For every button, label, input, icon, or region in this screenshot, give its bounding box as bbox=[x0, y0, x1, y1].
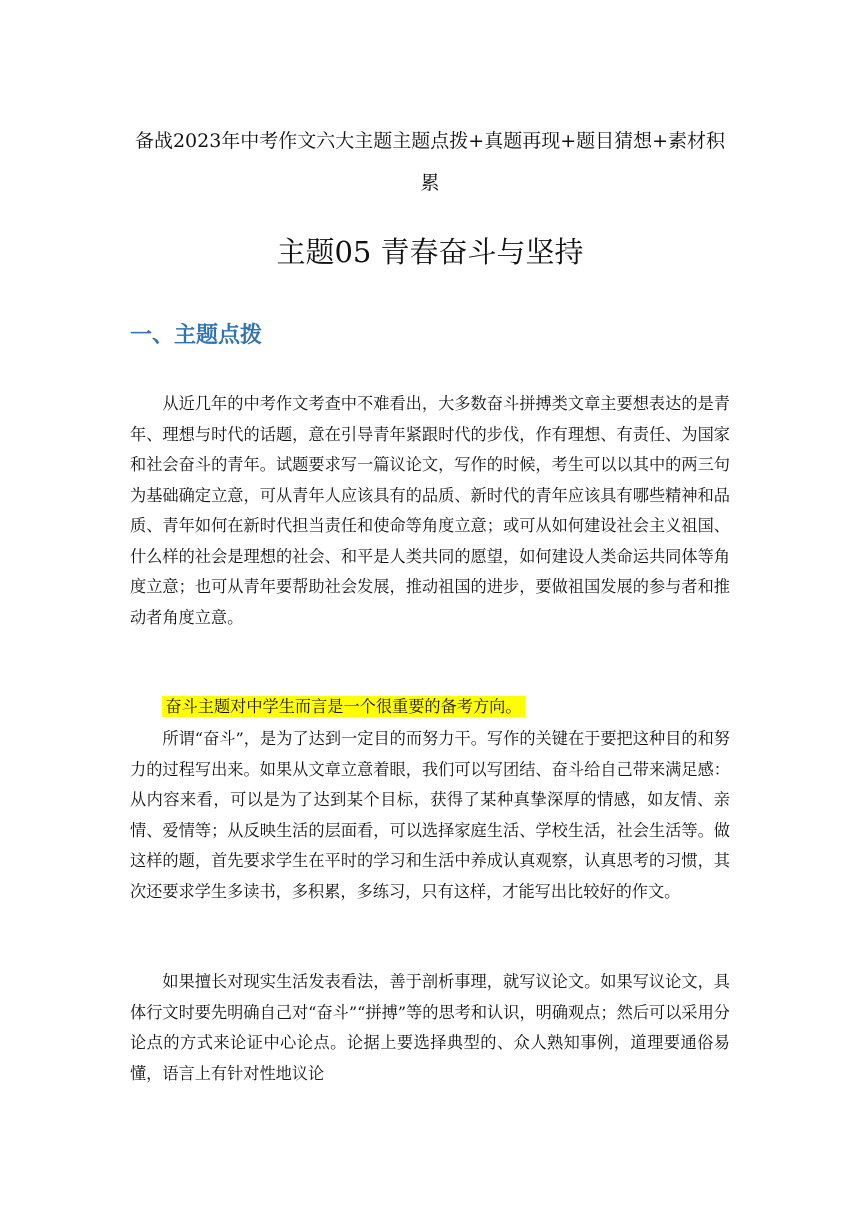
document-title: 备战2023年中考作文六大主题主题点拨+真题再现+题目猜想+素材积累 bbox=[134, 130, 726, 194]
paragraph-argument: 如果擅长对现实生活发表看法，善于剖析事理，就写议论文。如果写议论文，具体行文时要先明确自己对“奋斗”“拼搏”等的思考和认识，明确观点；然后可以采用分论点的方式来论证中心论点。论据上要选择典型的、众人熟知事例，道理要通俗易懂，语言上有针对性地议论 bbox=[130, 972, 730, 1083]
paragraph-definition: 所谓“奋斗”，是为了达到一定目的而努力干。写作的关键在于要把这种目的和努力的过程写出来。如果从文章立意着眼，我们可以写团结、奋斗给自己带来满足感：从内容来看，可以是为了达到某个目标，获得了某种真挚深厚的情感，如友情、亲情、爱情等；从反映生活的层面看，可以选择家庭生活、学校生活，社会生活等。做这样的题，首先要求学生在平时的学习和生活中养成认真观察，认真思考的习惯，其次还要求学生多读书，多积累，多练习，只有这样，才能写出比较好的作文。 bbox=[130, 729, 730, 901]
theme-heading: 主题05 青春奋斗与坚持 bbox=[276, 235, 584, 269]
paragraph-intro: 从近几年的中考作文考查中不难看出，大多数奋斗拼搏类文章主要想表达的是青年、理想与时代的话题，意在引导青年紧跟时代的步伐，作有理想、有责任、为国家和社会奋斗的青年。试题要求写一篇议论文，写作的时候，考生可以以其中的两三句为基础确定立意，可从青年人应该具有的品质、新时代的青年应该具有哪些精神和品质、青年如何在新时代担当责任和使命等角度立意；或可从如何建设社会主义祖国、什么样的社会是理想的社会、和平是人类共同的愿望，如何建设人类命运共同体等角度立意；也可从青年要帮助社会发展，推动祖国的进步，要做祖国发展的参与者和推动者角度立意。 bbox=[130, 394, 730, 627]
section-heading: 一、主题点拨 bbox=[130, 323, 263, 348]
paragraph-highlight bbox=[130, 692, 730, 723]
highlighted-text: 奋斗主题对中学生而言是一个很重要的备考方向。 bbox=[162, 696, 524, 717]
